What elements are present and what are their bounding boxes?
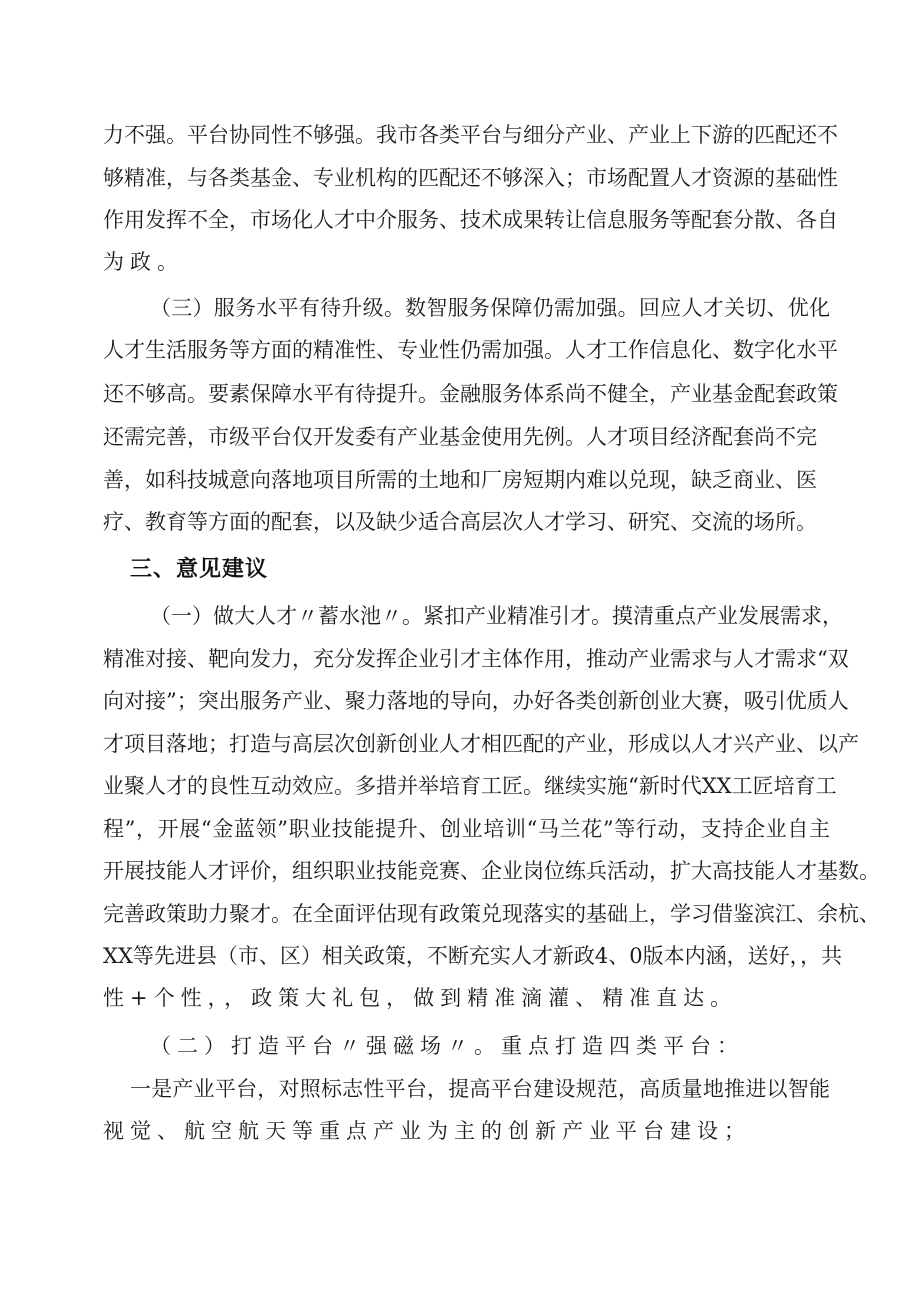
text-line: 向对接”；突出服务产业、聚力落地的导向，办好各类创新创业大赛，吸引优质人 (103, 689, 849, 713)
paragraph-start: （二）打造平台〃强磁场〃。重点打造四类平台： (150, 1034, 744, 1058)
text-line: 还需完善，市级平台仅开发委有产业基金使用先例。人才项目经济配套尚不完 (103, 425, 817, 449)
text-line: XX等先进县（市、区）相关政策，不断充实人才新政4、0版本内涵，送好，，共 (103, 944, 843, 968)
text-line: 完善政策助力聚才。在全面评估现有政策兑现落实的基础上，学习借鉴滨江、余杭、 (103, 902, 880, 926)
text-line: 疗、教育等方面的配套，以及缺少适合高层次人才学习、研究、交流的场所。 (103, 510, 817, 534)
text-line: 为政。 (103, 250, 184, 274)
text-line: 开展技能人才评价，组织职业技能竞赛、企业岗位练兵活动，扩大高技能人才基数。 (103, 859, 880, 883)
text-line: 才项目落地；打造与高层次创新创业人才相匹配的产业，形成以人才兴产业、以产 (103, 732, 859, 756)
text-line: 业聚人才的良性互动效应。多措并举培育工匠。继续实施“新时代XX工匠培育工 (103, 774, 837, 798)
text-line: 够精准，与各类基金、专业机构的匹配还不够深入；市场配置人才资源的基础性 (103, 166, 838, 190)
text-line: 作用发挥不全，市场化人才中介服务、技术成果转让信息服务等配套分散、各自 (103, 208, 838, 232)
section-heading: 三、意见建议 (130, 557, 269, 582)
text-line: 精准对接、靶向发力，充分发挥企业引才主体作用，推动产业需求与人才需求“双 (103, 647, 849, 671)
text-line: 性+个性，，政策大礼包，做到精准滴灌、精准直达。 (103, 986, 738, 1010)
text-line: 力不强。平台协同性不够强。我市各类平台与细分产业、产业上下游的匹配还不 (103, 123, 838, 147)
paragraph-start: 一是产业平台，对照标志性平台，提高平台建设规范，高质量地推进以智能 (130, 1077, 830, 1101)
text-line: 还不够高。要素保障水平有待提升。金融服务体系尚不健全，产业基金配套政策 (103, 382, 838, 406)
text-line: 程”，开展“金蓝领”职业技能提升、创业培训“马兰花”等行动，支持企业自主 (103, 817, 830, 841)
paragraph-start: （三）服务水平有待升级。数智服务保障仍需加强。回应人才关切、优化 (150, 296, 830, 320)
text-line: 善，如科技城意向落地项目所需的土地和厂房短期内难以兑现，缺乏商业、医 (103, 468, 817, 492)
text-line: 视觉、航空航天等重点产业为主的创新产业平台建设； (103, 1119, 751, 1143)
text-line: 人才生活服务等方面的精准性、专业性仍需加强。人才工作信息化、数字化水平 (103, 338, 838, 362)
paragraph-start: （一）做大人才〃蓄水池〃。紧扣产业精准引才。摸清重点产业发展需求， (150, 604, 843, 628)
